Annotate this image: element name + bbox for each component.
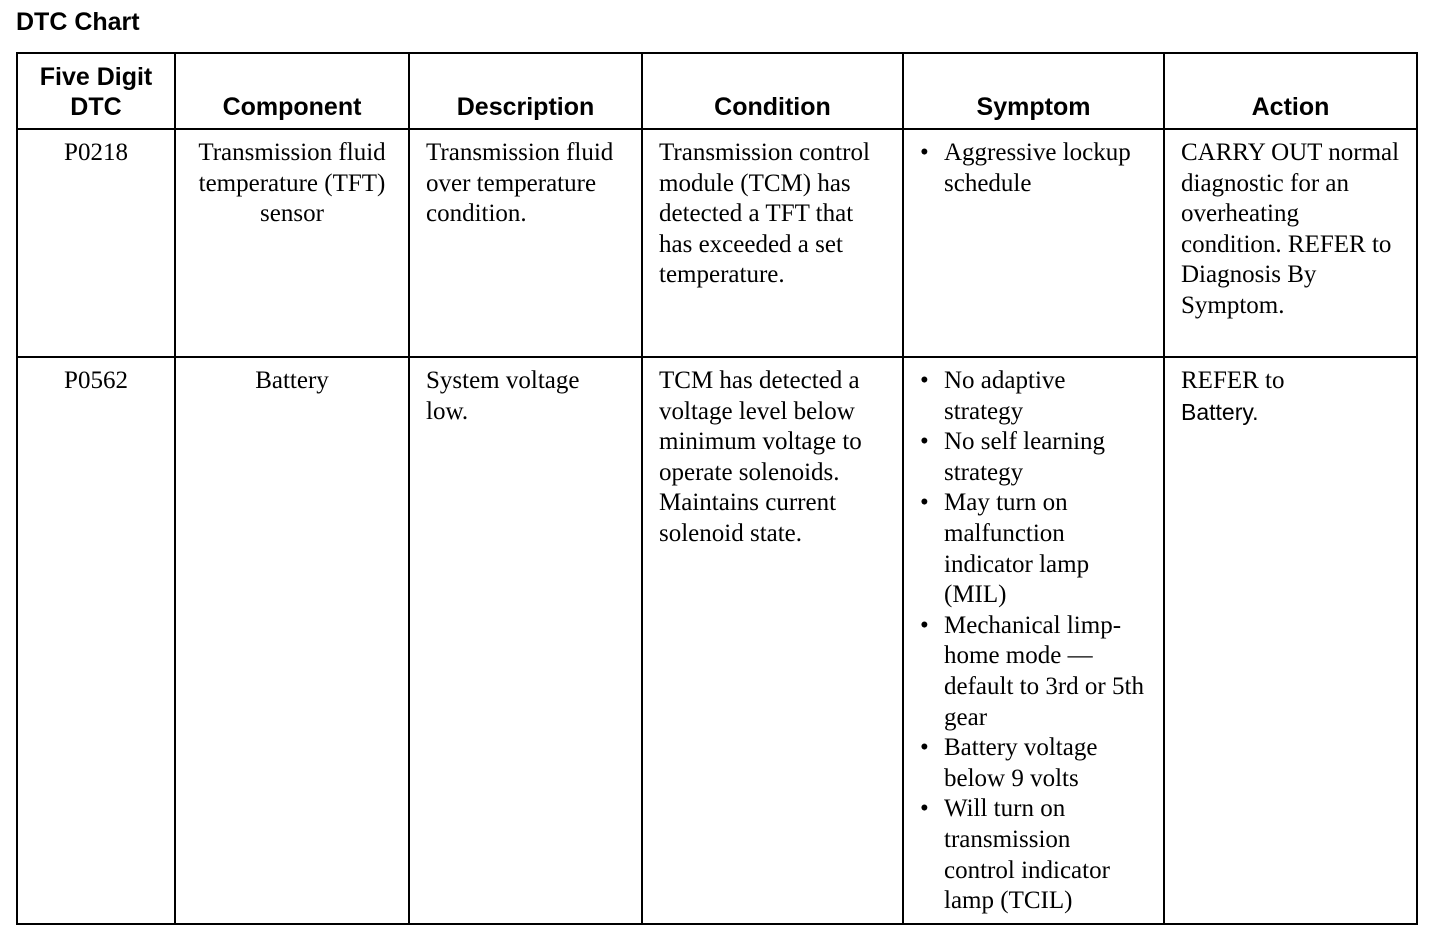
symptom-list [920, 366, 1147, 917]
bullet-icon: • [920, 139, 929, 166]
bullet-icon: • [920, 795, 929, 823]
symptom-cell [903, 129, 1164, 357]
battery-link[interactable]: Battery. [1181, 398, 1259, 425]
bullet-icon: • [920, 428, 929, 456]
symptom-item [920, 366, 1147, 427]
action-text: REFER to [1181, 367, 1285, 394]
symptom-item [920, 611, 1147, 733]
bullet-icon: • [920, 734, 929, 762]
header-dtc-line1: Five Digit [39, 63, 153, 91]
condition-cell: Transmission control module (TCM) has detected a TFT that has exceeded a set temperature. [642, 129, 903, 357]
bullet-icon: • [920, 611, 929, 639]
symptom-item [920, 733, 1147, 794]
header-dtc [17, 53, 175, 129]
symptom-item [920, 427, 1147, 488]
symptom-text: May turn on malfunction indicator lamp (MIL) [944, 489, 1090, 609]
symptom-text: Mechanical limp-home mode — default to 3rd or 5th gear [944, 611, 1144, 731]
symptom-item [920, 138, 1147, 199]
header-dtc-line2: DTC [70, 93, 122, 121]
symptom-text: No self learning strategy [944, 428, 1106, 486]
header-component: Component [175, 53, 409, 129]
symptom-text: Aggressive lockup schedule [944, 139, 1131, 197]
header-condition: Condition [642, 53, 903, 129]
action-cell: CARRY OUT normal diagnostic for an overheating condition. REFER to Diagnosis By Symptom. [1164, 129, 1417, 357]
component-cell: Transmission fluid temperature (TFT) sensor [175, 129, 409, 357]
symptom-text: No adaptive strategy [944, 367, 1066, 425]
table-row [17, 357, 1417, 924]
bullet-icon: • [920, 367, 929, 394]
header-symptom: Symptom [903, 53, 1164, 129]
condition-cell: TCM has detected a voltage level below minimum voltage to operate solenoids. Maintains current solenoid state. [642, 357, 903, 924]
dtc-table [16, 52, 1418, 925]
description-cell: System voltage low. [409, 357, 642, 924]
symptom-item [920, 488, 1147, 610]
symptom-cell [903, 357, 1164, 924]
header-row [17, 53, 1417, 129]
header-description: Description [409, 53, 642, 129]
description-cell: Transmission fluid over temperature condition. [409, 129, 642, 357]
header-action: Action [1164, 53, 1417, 129]
page-title: DTC Chart [16, 8, 140, 36]
bullet-icon: • [920, 489, 929, 517]
symptom-list [920, 138, 1147, 199]
symptom-text: Will turn on transmission control indicator lamp (TCIL) [944, 795, 1110, 915]
dtc-code-cell: P0562 [17, 357, 175, 924]
symptom-item [920, 794, 1147, 916]
action-cell [1164, 357, 1417, 924]
table-row [17, 129, 1417, 357]
symptom-text: Battery voltage below 9 volts [944, 734, 1098, 792]
dtc-code-cell: P0218 [17, 129, 175, 357]
component-cell: Battery [175, 357, 409, 924]
